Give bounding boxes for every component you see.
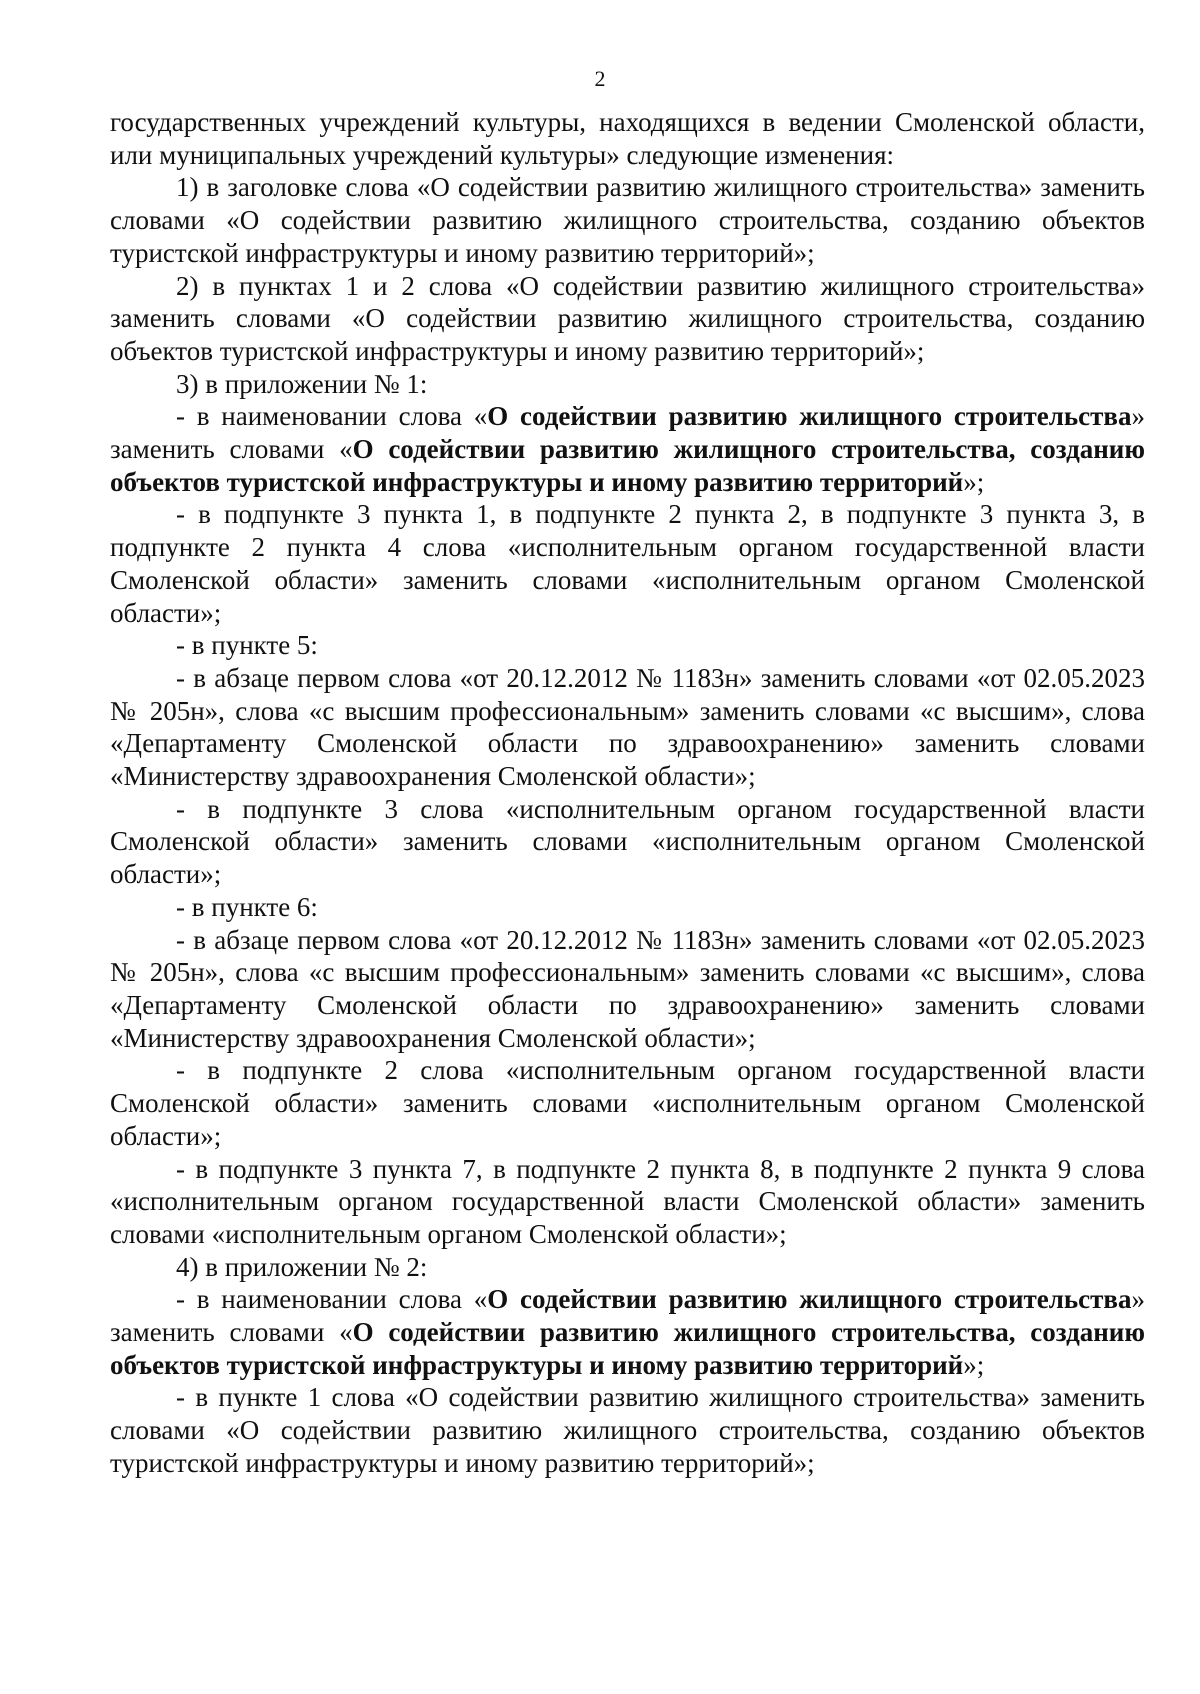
document-body	[110, 106, 1145, 1480]
paragraph-continuation: государственных учреждений культуры, находящихся в ведении Смоленской области, или муниципальных учреждений культуры» следующие изменения:	[110, 107, 1145, 170]
paragraph-points-7-9: - в подпункте 3 пункта 7, в подпункте 2 пункта 8, в подпункте 2 пункта 9 слова «исполнительным органом государственной власти Смоленской области» заменить словами «исполнительным органом Смоленской области»;	[110, 1153, 1145, 1249]
text-run: » заменить словами «	[110, 1284, 1145, 1348]
text-run: - в наименовании слова «	[176, 401, 488, 432]
text-run: »;	[963, 466, 985, 497]
paragraph-point-5: - в пункте 5:	[176, 630, 318, 661]
text-run: »;	[963, 1349, 985, 1380]
text-run: » заменить словами «	[110, 401, 1145, 465]
paragraph-point-5-sub3: - в подпункте 3 слова «исполнительным органом государственной власти Смоленской области» заменить словами «исполнительным органом Смоленской области»;	[110, 793, 1145, 890]
paragraph-appendix2-point-1: - в пункте 1 слова «О содействии развитию жилищного строительства» заменить словами «О содействии развитию жилищного строительства, созданию объектов туристской инфраструктуры и иному развитию территорий»;	[110, 1382, 1145, 1478]
bold-run: О содействии развитию жилищного строительства	[487, 1284, 1132, 1315]
paragraph-item-4: 4) в приложении № 2:	[176, 1251, 428, 1282]
bold-run: О содействии развитию жилищного строительства, созданию объектов туристской инфраструктуры и иному развитию территорий	[110, 1317, 1145, 1380]
paragraph-appendix1-name	[110, 400, 1145, 498]
bold-run: О содействии развитию жилищного строительства, созданию объектов туристской инфраструктуры и иному развитию территорий	[110, 434, 1145, 497]
paragraph-point-6-sub2: - в подпункте 2 слова «исполнительным органом государственной власти Смоленской области» заменить словами «исполнительным органом Смоленской области»;	[110, 1055, 1145, 1151]
bold-run: О содействии развитию жилищного строительства	[487, 401, 1132, 432]
paragraph-item-3: 3) в приложении № 1:	[176, 368, 428, 399]
paragraph-point-6: - в пункте 6:	[176, 891, 318, 922]
paragraph-appendix2-name	[110, 1283, 1145, 1381]
paragraph-subitems: - в подпункте 3 пункта 1, в подпункте 2 пункта 2, в подпункте 3 пункта 3, в подпункте 2 пункта 4 слова «исполнительным органом государственной власти Смоленской области» заменить словами «исполнительным органом Смоленской области»;	[110, 499, 1145, 628]
text-run: - в наименовании слова «	[176, 1284, 488, 1315]
paragraph-point-6-first: - в абзаце первом слова «от 20.12.2012 № 1183н» заменить словами «от 02.05.2023 № 205н», слова «с высшим профессиональным» заменить словами «с высшим», слова «Департаменту Смоленской области по здравоохранению» заменить словами «Министерству здравоохранения Смоленской области»;	[110, 924, 1145, 1053]
page-number: 2	[594, 66, 606, 91]
paragraph-item-2: 2) в пунктах 1 и 2 слова «О содействии развитию жилищного строительства» заменить словами «О содействии развитию жилищного строительства, созданию объектов туристской инфраструктуры и иному развитию территорий»;	[110, 270, 1145, 366]
paragraph-item-1: 1) в заголовке слова «О содействии развитию жилищного строительства» заменить словами «О содействии развитию жилищного строительства, созданию объектов туристской инфраструктуры и иному развитию территорий»;	[110, 172, 1145, 268]
paragraph-point-5-first: - в абзаце первом слова «от 20.12.2012 № 1183н» заменить словами «от 02.05.2023 № 205н», слова «с высшим профессиональным» заменить словами «с высшим», слова «Департаменту Смоленской области по здравоохранению» заменить словами «Министерству здравоохранения Смоленской области»;	[110, 662, 1145, 792]
